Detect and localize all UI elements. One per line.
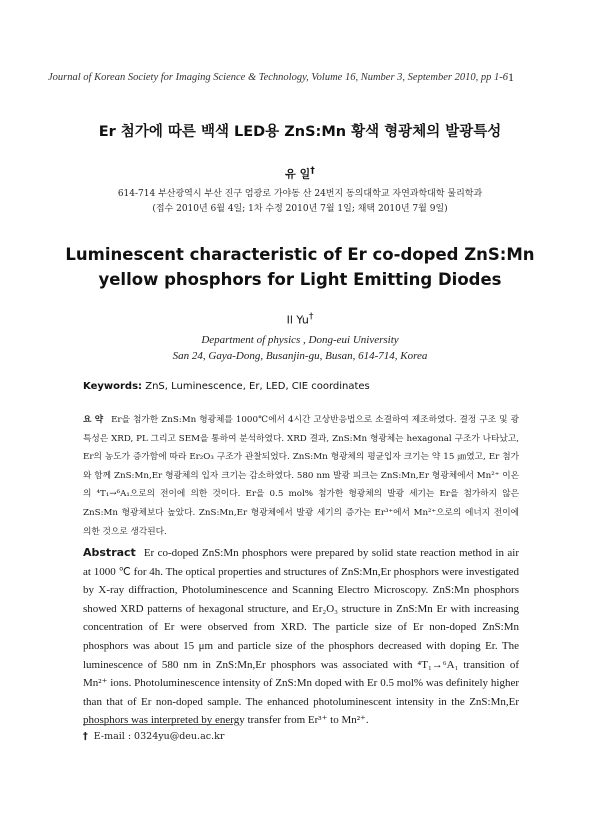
english-author <box>0 311 600 327</box>
english-title-line-2: yellow phosphors for Light Emitting Diodes <box>98 270 502 289</box>
korean-affiliation-block <box>0 187 600 217</box>
footnote-mark: † <box>83 731 88 742</box>
journal-reference: Journal of Korean Society for Imaging Science & Technology, Volume 16, Number 3, September 2010, pp 1-6 <box>48 72 508 83</box>
korean-author-name: 유 일 <box>285 167 311 181</box>
korean-title: Er 첨가에 따른 백색 LED용 ZnS:Mn 황색 형광체의 발광특성 <box>98 124 502 140</box>
english-title <box>0 242 600 292</box>
submission-dates: (접수 2010년 6월 4일; 1차 수정 2010년 7월 1일; 채택 2010년 7월 9일) <box>152 204 448 214</box>
korean-affiliation: 614-714 부산광역시 부산 진구 엄광로 가야동 산 24번지 동의대학교 자연과학대학 물리학과 <box>117 189 483 199</box>
english-abstract <box>83 544 519 730</box>
keywords-label: Keywords: <box>83 381 143 392</box>
korean-abstract <box>83 411 519 541</box>
footnote <box>83 731 383 742</box>
english-affiliation-line-1: Department of physics , Dong-eui University <box>201 334 399 346</box>
english-affiliation-block <box>0 332 600 364</box>
footnote-divider <box>83 724 233 725</box>
english-affiliation-line-2: San 24, Gaya-Dong, Busanjin-gu, Busan, 614-714, Korea <box>172 350 428 362</box>
english-abstract-text: Er co-doped ZnS:Mn phosphors were prepared by solid state reaction method in air at 1000 ℃ for 4h. The optical properties and structures of ZnS:Mn,Er phosphors were investigated by X-ray diffraction, Photoluminescence and Scanning Electro Microscopy. ZnS:Mn phosphors showed XRD patterns of hexagonal structure, and Er₂O₃ structure in ZnS:Mn Er with increasing concentration of Er were observed from XRD. The particle size of Er non-doped ZnS:Mn phosphors was about 15 μm and particle size of the phosphors decreased with doping Er. The luminescence of 580 nm in ZnS:Mn,Er phosphors was associated with ⁴T₁→⁶A₁ transition of Mn²⁺ ions. Photoluminescence intensity of ZnS:Mn doped with Er 0.5 mol% was definitely higher than that of Er non-doped sample. The enhanced photoluminescent intensity in the ZnS:Mn,Er phosphors was interpreted by energy transfer from Er³⁺ to Mn²⁺. <box>83 547 519 727</box>
korean-abstract-label: 요 약 <box>83 415 104 425</box>
english-author-name: Il Yu <box>286 313 309 327</box>
korean-abstract-text: Er을 첨가한 ZnS:Mn 형광체를 1000℃에서 4시간 고상반응법으로 소결하여 제조하였다. 결정 구조 및 광 특성은 XRD, PL 그리고 SEM을 통하여 분석하였다. XRD 결과, ZnS:Mn 형광체는 hexagonal 구조가 나타났고, Er의 농도가 증가함에 따라 Er₂O₃ 구조가 관찰되었다. ZnS:Mn 형광체의 평균입자 크기는 약 15 ㎛였고, Er 첨가와 함께 ZnS:Mn,Er 형광체의 입자 크기는 감소하였다. 580 nm 발광 피크는 ZnS:Mn,Er 형광체에서 Mn²⁺ 이온의 ⁴T₁→⁶A₁으로의 전이에 의한 것이다. Er을 0.5 mol% 첨가한 형광체의 발광 세기는 Er을 첨가하지 않은 ZnS:Mn 형광체보다 높았다. ZnS:Mn,Er 형광체에서 발광 세기의 증가는 Er³⁺에서 Mn²⁺으로의 에너지 전이에 의한 것으로 생각된다. <box>83 415 519 537</box>
english-title-line-1: Luminescent characteristic of Er co-doped ZnS:Mn <box>65 245 535 264</box>
footnote-email: E-mail : 0324yu@deu.ac.kr <box>93 731 225 742</box>
korean-author <box>0 165 600 182</box>
running-header <box>0 68 600 88</box>
keywords <box>83 381 523 392</box>
corresponding-author-mark-en: † <box>308 311 314 322</box>
page-number: 1 <box>508 70 514 84</box>
english-abstract-label: Abstract <box>83 546 136 559</box>
corresponding-author-mark: † <box>310 165 315 176</box>
keywords-list: ZnS, Luminescence, Er, LED, CIE coordinates <box>145 381 370 392</box>
